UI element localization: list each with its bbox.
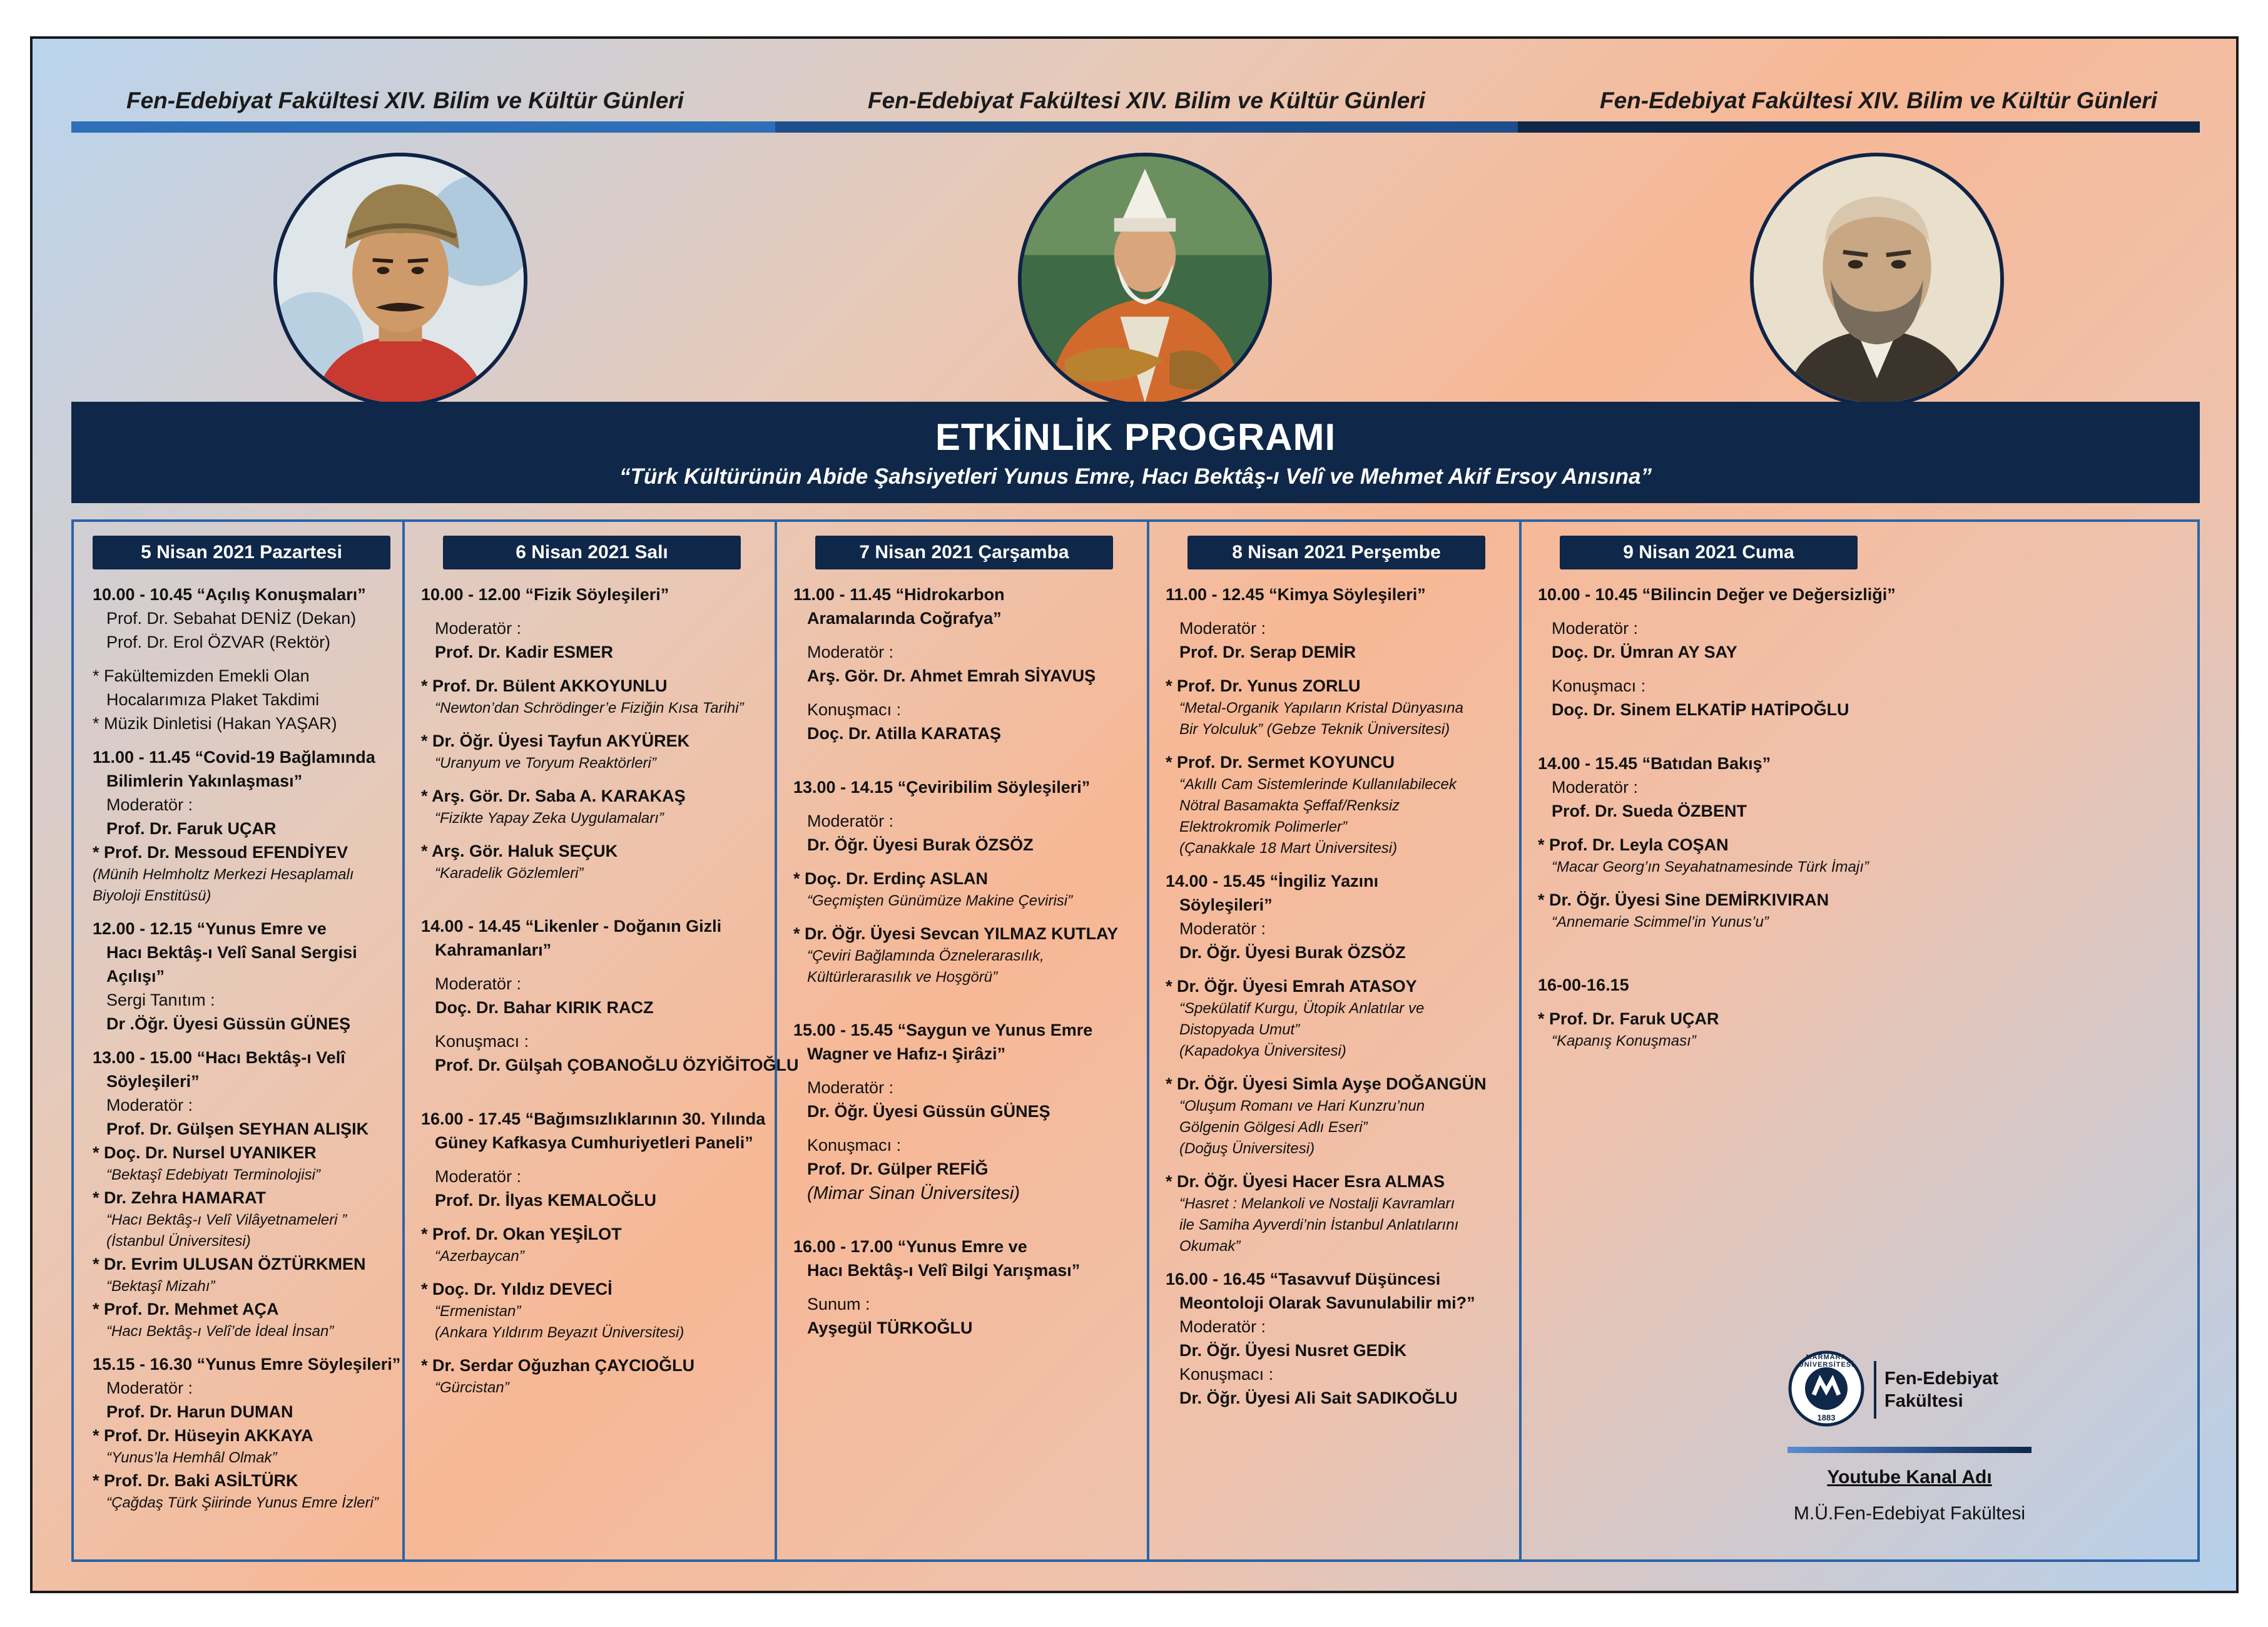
schedule-entry: Dr. Öğr. Üyesi Burak ÖZSÖZ [807,835,1034,854]
schedule-entry: 10.00 - 12.00 “Fizik Söyleşileri” [421,585,669,604]
schedule-entry: * Doç. Dr. Yıldız DEVECİ [421,1280,613,1298]
program-subtitle: “Türk Kültürünün Abide Şahsiyetleri Yunus Emre, Hacı Bektâş-ı Velî ve Mehmet Akif Ersoy Anısına” [619,464,1652,489]
talk-title: (İstanbul Üniversitesi) [106,1233,251,1250]
portrait-haci-bektas-veli [1018,153,1272,407]
schedule-label: Moderatör : [807,812,894,830]
header-title-left: Fen-Edebiyat Fakültesi XIV. Bilim ve Kültür Günleri [126,88,684,113]
talk-title: “Uranyum ve Toryum Reaktörleri” [435,755,656,772]
schedule-entry: 13.00 - 14.15 “Çeviribilim Söyleşileri” [793,778,1091,797]
schedule-entry: 15.00 - 15.45 “Saygun ve Yunus Emre [793,1021,1093,1039]
column-divider [1519,522,1522,1559]
portrait-mehmet-akif-ersoy-image [1754,156,2000,403]
schedule-entry: * Doç. Dr. Nursel UYANIKER [93,1143,317,1162]
talk-title: “Kapanış Konuşması” [1552,1033,1696,1049]
schedule-label: Moderatör : [106,795,193,814]
schedule-entry: 11.00 - 11.45 “Hidrokarbon [793,585,1005,604]
schedule-label: Prof. Dr. Erol ÖZVAR (Rektör) [106,633,331,651]
schedule-entry: 14.00 - 14.45 “Likenler - Doğanın Gizli [421,917,722,936]
schedule-entry: Söyleşileri” [1179,895,1273,914]
talk-title: “Azerbaycan” [435,1248,524,1265]
faculty-logo [1787,1350,2050,1434]
schedule-entry: * Prof. Dr. Mehmet AÇA [93,1300,279,1318]
header-stripe-2 [775,121,1520,133]
talk-title: (Münih Helmholtz Merkezi Hesaplamalı [93,866,354,883]
schedule-entry: Dr. Öğr. Üyesi Ali Sait SADIKOĞLU [1179,1389,1458,1407]
column-divider [1147,522,1149,1559]
schedule-entry: Prof. Dr. İlyas KEMALOĞLU [435,1191,657,1210]
schedule-entry: * Arş. Gör. Haluk SEÇUK [421,842,618,860]
schedule-label: Moderatör : [1179,1317,1266,1336]
talk-title: (Doğuş Üniversitesi) [1179,1140,1315,1157]
schedule-entry: Bilimlerin Yakınlaşması” [106,772,303,790]
portrait-yunus-emre [273,153,527,407]
schedule-entry: * Dr. Öğr. Üyesi Tayfun AKYÜREK [421,732,690,750]
schedule-entry: Dr. Öğr. Üyesi Güssün GÜNEŞ [807,1102,1050,1121]
schedule-entry: Söyleşileri” [106,1072,200,1091]
schedule-entry: Prof. Dr. Harun DUMAN [106,1402,293,1421]
talk-title: Gölgenin Gölgesi Adlı Eseri” [1179,1119,1368,1136]
schedule-entry: Arş. Gör. Dr. Ahmet Emrah SİYAVUŞ [807,666,1096,685]
youtube-divider [1787,1447,2032,1453]
schedule-entry: Prof. Dr. Faruk UÇAR [106,819,277,838]
schedule-entry: 16.00 - 17.45 “Bağımsızlıklarının 30. Yılında [421,1109,766,1128]
talk-title: ile Samiha Ayverdi’nin İstanbul Anlatılarını [1179,1216,1459,1233]
talk-title: Biyoloji Enstitüsü) [93,887,211,904]
schedule-entry: Açılışı” [106,967,165,986]
schedule-label: Hocalarımıza Plaket Takdimi [106,690,320,709]
schedule-entry: * Prof. Dr. Yunus ZORLU [1166,676,1361,695]
schedule-entry: * Dr. Öğr. Üyesi Sine DEMİRKIVIRAN [1538,890,1829,909]
schedule-label: Sergi Tanıtım : [106,991,215,1009]
schedule-entry: 11.00 - 12.45 “Kimya Söyleşileri” [1166,585,1426,604]
schedule-entry: Prof. Dr. Serap DEMİR [1179,643,1356,661]
schedule-entry: * Dr. Öğr. Üyesi Simla Ayşe DOĞANGÜN [1166,1074,1487,1093]
seal-year: 1883 [1817,1413,1836,1422]
schedule-entry: 13.00 - 15.00 “Hacı Bektâş-ı Velî [93,1048,345,1067]
schedule-entry: * Prof. Dr. Hüseyin AKKAYA [93,1426,313,1445]
schedule-label: Konuşmacı : [807,700,902,719]
column-divider [775,522,777,1559]
header-stripe-3 [1518,121,2200,133]
schedule-entry: Prof. Dr. Gülşah ÇOBANOĞLU ÖZYİĞİTOĞLU [435,1056,799,1074]
talk-title: “Geçmişten Günümüze Makine Çevirisi” [807,892,1073,909]
day-heading: 5 Nisan 2021 Pazartesi [93,536,390,569]
schedule-label: Prof. Dr. Sebahat DENİZ (Dekan) [106,609,357,628]
schedule-label: Moderatör : [1179,919,1266,938]
schedule-entry: 16-00-16.15 [1538,976,1629,994]
talk-title: Distopyada Umut” [1179,1021,1300,1038]
schedule-entry: Dr. Öğr. Üyesi Nusret GEDİK [1179,1341,1407,1360]
talk-title: “Hacı Bektâş-ı Velî’de İdeal İnsan” [106,1323,334,1340]
logo-faculty-line2: Fakültesi [1884,1391,1963,1411]
header-title-right: Fen-Edebiyat Fakültesi XIV. Bilim ve Kültür Günleri [1600,88,2157,113]
schedule-entry: Prof. Dr. Kadir ESMER [435,643,614,661]
schedule-label: Moderatör : [807,643,894,661]
portrait-mehmet-akif-ersoy [1750,153,2004,407]
header-title-center: Fen-Edebiyat Fakültesi XIV. Bilim ve Kültür Günleri [868,88,1425,113]
schedule-entry: * Dr. Evrim ULUSAN ÖZTÜRKMEN [93,1255,366,1273]
schedule-entry: Meontoloji Olarak Savunulabilir mi?” [1179,1293,1475,1312]
seal-ring-text: MARMARA ÜNİVERSİTESİ [1798,1354,1854,1369]
schedule-entry: * Doç. Dr. Erdinç ASLAN [793,869,989,888]
schedule-entry: Hacı Bektâş-ı Velî Bilgi Yarışması” [807,1261,1081,1280]
schedule-entry: * Prof. Dr. Okan YEŞİLOT [421,1225,622,1243]
talk-title: “Çeviri Bağlamında Öznelerarasılık, [807,947,1044,964]
talk-title: “Hasret : Melankoli ve Nostalji Kavramları [1179,1195,1455,1212]
schedule-entry: Aramalarında Coğrafya” [807,609,1002,628]
schedule-label: Konuşmacı : [435,1032,529,1051]
schedule-entry: 14.00 - 15.45 “Batıdan Bakış” [1538,754,1771,773]
talk-title: Elektrokromik Polimerler” [1179,819,1348,835]
schedule-entry: 11.00 - 11.45 “Covid-19 Bağlamında [93,748,375,767]
talk-title: “Gürcistan” [435,1379,509,1396]
schedule-label: Moderatör : [435,1167,522,1186]
schedule-entry: * Prof. Dr. Faruk UÇAR [1538,1009,1719,1028]
program-banner [71,402,2200,503]
youtube-channel-name: M.Ü.Fen-Edebiyat Fakültesi [1793,1503,2026,1524]
talk-title: “Metal-Organik Yapıların Kristal Dünyasına [1179,700,1463,717]
schedule-entry: * Prof. Dr. Sermet KOYUNCU [1166,753,1395,772]
schedule-entry: * Arş. Gör. Dr. Saba A. KARAKAŞ [421,787,686,805]
talk-title: (Mimar Sinan Üniversitesi) [807,1183,1020,1203]
talk-title: Nötral Basamakta Şeffaf/Renksiz [1179,797,1400,814]
schedule-entry: * Dr. Zehra HAMARAT [93,1188,267,1207]
schedule-label: Moderatör : [807,1078,894,1097]
talk-title: “Akıllı Cam Sistemlerinde Kullanılabilecek [1179,776,1457,793]
schedule-entry: Dr. Öğr. Üyesi Burak ÖZSÖZ [1179,943,1406,962]
schedule-entry: 14.00 - 15.45 “İngiliz Yazını [1166,872,1379,890]
talk-title: “Hacı Bektâş-ı Velî Vilâyetnameleri ” [106,1211,347,1228]
schedule-entry: * Dr. Öğr. Üyesi Sevcan YILMAZ KUTLAY [793,924,1119,943]
talk-title: “Fizikte Yapay Zeka Uygulamaları” [435,810,664,827]
logo-faculty-line1: Fen-Edebiyat [1884,1369,1999,1389]
schedule-label: Moderatör : [106,1379,193,1397]
day-heading: 7 Nisan 2021 Çarşamba [815,536,1113,569]
talk-title: “Bektaşî Mizahı” [106,1278,215,1295]
poster-frame [30,36,2239,1593]
talk-title: Kültürlerarasılık ve Hoşgörü” [807,969,998,986]
seal-lettering [1787,1350,1865,1427]
schedule-entry: 16.00 - 17.00 “Yunus Emre ve [793,1237,1027,1256]
portrait-haci-bektas-veli-image [1022,156,1268,403]
talk-title: “Karadelik Gözlemleri” [435,865,584,882]
schedule-label: Moderatör : [435,619,522,638]
talk-title: “Yunus’la Hemhâl Olmak” [106,1449,277,1466]
schedule-entry: 10.00 - 10.45 “Bilincin Değer ve Değersizliği” [1538,585,1896,604]
talk-title: “Ermenistan” [435,1303,521,1320]
schedule-entry: * Dr. Öğr. Üyesi Emrah ATASOY [1166,977,1417,996]
talk-title: Bir Yolculuk” (Gebze Teknik Üniversitesi) [1179,721,1450,738]
schedule-entry: Kahramanları” [435,941,552,959]
program-title: ETKİNLİK PROGRAMI [935,416,1336,458]
schedule-entry: 15.15 - 16.30 “Yunus Emre Söyleşileri” [93,1355,401,1374]
schedule-label: Moderatör : [1552,778,1639,797]
schedule-entry: * Dr. Öğr. Üyesi Hacer Esra ALMAS [1166,1172,1445,1191]
talk-title: (Kapadokya Üniversitesi) [1179,1043,1346,1059]
day-heading: 9 Nisan 2021 Cuma [1560,536,1858,569]
schedule-label: Moderatör : [435,974,522,993]
talk-title: Okumak” [1179,1238,1241,1255]
schedule-entry: Wagner ve Hafız-ı Şirâzi” [807,1044,1006,1063]
schedule-entry: Doç. Dr. Bahar KIRIK RACZ [435,998,654,1017]
schedule-label: Konuşmacı : [1552,676,1646,695]
schedule-label: * Fakültemizden Emekli Olan [93,666,310,685]
schedule-entry: * Dr. Serdar Oğuzhan ÇAYCIOĞLU [421,1356,695,1375]
schedule-entry: Prof. Dr. Gülper REFİĞ [807,1160,989,1178]
schedule-entry: 16.00 - 16.45 “Tasavvuf Düşüncesi [1166,1270,1441,1288]
schedule-label: Sunum : [807,1295,870,1313]
schedule-entry: 12.00 - 12.15 “Yunus Emre ve [93,919,327,938]
talk-title: “Newton’dan Schrödinger’e Fiziğin Kısa Tarihi” [435,700,744,717]
schedule-entry: Doç. Dr. Sinem ELKATİP HATİPOĞLU [1552,700,1849,719]
schedule-label: Konuşmacı : [807,1136,902,1155]
talk-title: “Bektaşî Edebiyatı Terminolojisi” [106,1166,320,1183]
portrait-yunus-emre-image [277,156,524,403]
schedule-label: Moderatör : [106,1096,193,1114]
schedule-label: * Müzik Dinletisi (Hakan YAŞAR) [93,714,337,733]
schedule-entry: Güney Kafkasya Cumhuriyetleri Paneli” [435,1133,753,1152]
schedule-entry: * Prof. Dr. Bülent AKKOYUNLU [421,676,668,695]
talk-title: “Çağdaş Türk Şiirinde Yunus Emre İzleri” [106,1494,379,1511]
talk-title: “Macar Georg’ın Seyahatnamesinde Türk İmajı” [1552,859,1869,875]
day-heading: 8 Nisan 2021 Perşembe [1187,536,1485,569]
schedule-entry: Prof. Dr. Sueda ÖZBENT [1552,802,1747,820]
schedule-label: Moderatör : [1552,619,1639,638]
schedule-entry: Hacı Bektâş-ı Velî Sanal Sergisi [106,943,357,962]
schedule-entry: Prof. Dr. Gülşen SEYHAN ALIŞIK [106,1120,369,1138]
youtube-channel-title: Youtube Kanal Adı [1827,1467,1992,1487]
schedule-entry: Ayşegül TÜRKOĞLU [807,1318,973,1337]
talk-title: (Çanakkale 18 Mart Üniversitesi) [1179,840,1398,857]
schedule-entry: * Prof. Dr. Baki ASİLTÜRK [93,1471,298,1490]
schedule-entry: Doç. Dr. Atilla KARATAŞ [807,724,1002,743]
talk-title: “Annemarie Scimmel’in Yunus’u” [1552,914,1769,931]
schedule-entry: Dr .Öğr. Üyesi Güssün GÜNEŞ [106,1014,351,1033]
talk-title: “Spekülatif Kurgu, Ütopik Anlatılar ve [1179,1000,1425,1017]
column-divider [402,522,405,1559]
schedule-entry: * Prof. Dr. Leyla COŞAN [1538,835,1729,854]
schedule-entry: 10.00 - 10.45 “Açılış Konuşmaları” [93,585,366,604]
day-heading: 6 Nisan 2021 Salı [443,536,741,569]
schedule-entry: * Prof. Dr. Messoud EFENDİYEV [93,843,348,862]
talk-title: “Oluşum Romanı ve Hari Kunzru’nun [1179,1098,1425,1114]
schedule-entry: Doç. Dr. Ümran AY SAY [1552,643,1737,661]
schedule-label: Konuşmacı : [1179,1365,1274,1384]
schedule-label: Moderatör : [1179,619,1266,638]
header-stripe-1 [71,121,816,133]
talk-title: (Ankara Yıldırım Beyazıt Üniversitesi) [435,1324,684,1341]
